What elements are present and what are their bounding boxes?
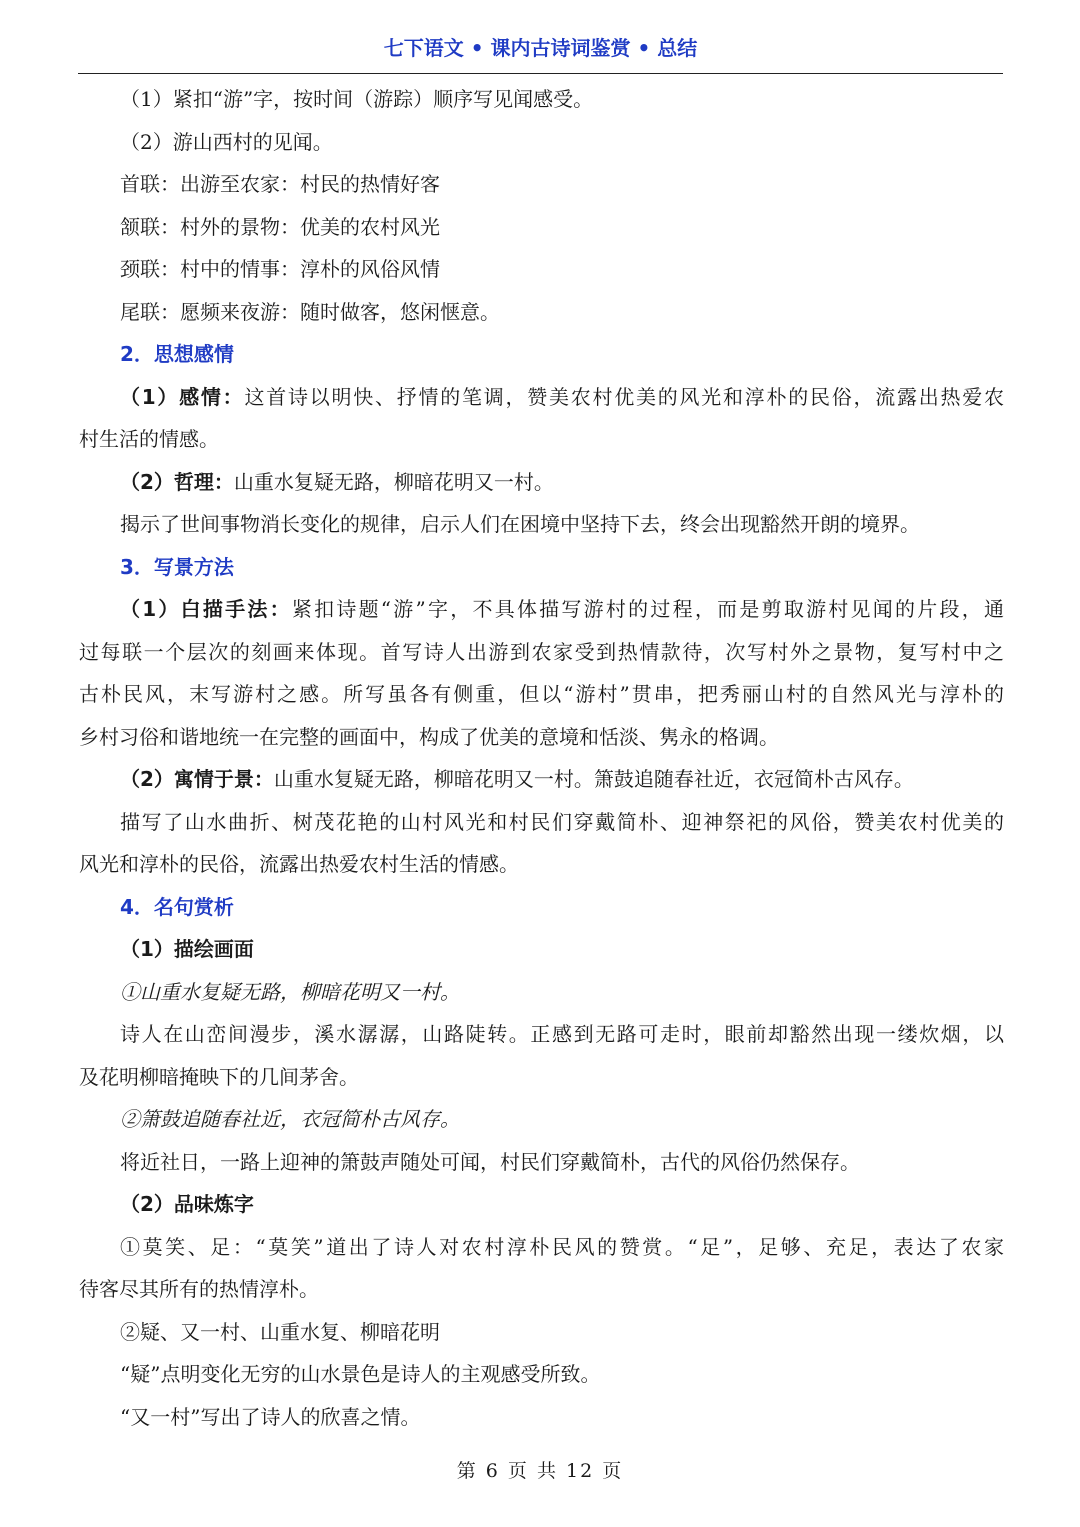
section-heading-thoughts: 2．思想感情: [120, 342, 234, 366]
subsection-heading: （1）描绘画面: [120, 937, 254, 961]
paragraph-line: 描写了山水曲折、树茂花艳的山村风光和村民们穿戴简朴、迎神祭祀的风俗，赞美农村优美的: [120, 809, 1004, 834]
poem-quote: ②箫鼓追随春社近，衣冠简朴古风存。: [120, 1107, 460, 1131]
paragraph-line: 村生活的情感。: [79, 427, 219, 451]
paragraph-line: 将近社日，一路上迎神的箫鼓声随处可闻，村民们穿戴简朴，古代的风俗仍然保存。: [120, 1149, 860, 1174]
document-body: [79, 78, 1004, 1438]
paragraph-line: [79, 588, 1004, 631]
paragraph-line: ②疑、又一村、山重水复、柳暗花明: [120, 1319, 440, 1344]
inline-label: （1）白描手法：: [120, 597, 292, 621]
inline-label: （2）寓情于景：: [120, 767, 274, 791]
paragraph-line: [79, 461, 1004, 504]
paragraph-line: 颔联：村外的景物：优美的农村风光: [120, 214, 440, 239]
paragraph-line: 首联：出游至农家：村民的热情好客: [120, 172, 440, 196]
inline-text: 山重水复疑无路，柳暗花明又一村。: [233, 469, 554, 494]
paragraph-line: [79, 376, 1004, 419]
paragraph-line: 及花明柳暗掩映下的几间茅舍。: [79, 1064, 359, 1089]
paragraph-line: 过每联一个层次的刻画来体现。首写诗人出游到农家受到热情款待，次写村外之景物，复写村中之: [79, 639, 1004, 664]
inline-text: 山重水复疑无路，柳暗花明又一村。箫鼓追随春社近，衣冠简朴古风存。: [273, 767, 914, 791]
header-divider: [78, 73, 1003, 74]
subsection-heading: （2）品味炼字: [120, 1192, 254, 1216]
paragraph-line: “又一村”写出了诗人的欣喜之情。: [120, 1404, 421, 1429]
paragraph-line: [79, 758, 1004, 801]
paragraph-line: 古朴民风，末写游村之感。所写虽各有侧重，但以“游村”贯串，把秀丽山村的自然风光与淳朴的: [79, 682, 1004, 706]
page-number: 第 6 页 共 12 页: [456, 1460, 624, 1482]
paragraph-line: “疑”点明变化无穷的山水景色是诗人的主观感受所致。: [120, 1362, 601, 1386]
paragraph-line: 尾联：愿频来夜游：随时做客，悠闲惬意。: [120, 299, 500, 324]
poem-quote: ①山重水复疑无路，柳暗花明又一村。: [120, 979, 460, 1004]
paragraph-line: ①莫笑、足：“莫笑”道出了诗人对农村淳朴民风的赞赏。“足”，足够、充足，表达了农家: [120, 1234, 1004, 1259]
paragraph-line: 揭示了世间事物消长变化的规律，启示人们在困境中坚持下去，终会出现豁然开朗的境界。: [120, 512, 920, 536]
paragraph-line: （1）紧扣“游”字，按时间（游踪）顺序写见闻感受。: [120, 87, 594, 111]
inline-label: （2）哲理：: [120, 469, 234, 494]
paragraph-line: 风光和淳朴的民俗，流露出热爱农村生活的情感。: [79, 852, 519, 876]
paragraph-line: 乡村习俗和谐地统一在完整的画面中，构成了优美的意境和恬淡、隽永的格调。: [79, 724, 779, 749]
inline-text: 这首诗以明快、抒情的笔调，赞美农村优美的风光和淳朴的民俗，流露出热爱农: [244, 384, 1004, 409]
section-heading-scenery: 3．写景方法: [120, 554, 234, 579]
section-heading-famous-lines: 4．名句赏析: [120, 894, 234, 919]
paragraph-line: 诗人在山峦间漫步，溪水潺潺，山路陡转。正感到无路可走时，眼前却豁然出现一缕炊烟，以: [120, 1022, 1004, 1046]
inline-text: 紧扣诗题“游”字，不具体描写游村的过程，而是剪取游村见闻的片段，通: [291, 597, 1004, 621]
paragraph-line: 颈联：村中的情事：淳朴的风俗风情: [120, 257, 440, 281]
page-header-title: 七下语文 • 课内古诗词鉴赏 • 总结: [383, 36, 698, 60]
inline-label: （1）感情：: [120, 384, 245, 409]
paragraph-line: （2）游山西村的见闻。: [120, 129, 333, 154]
paragraph-line: 待客尽其所有的热情淳朴。: [79, 1277, 319, 1301]
